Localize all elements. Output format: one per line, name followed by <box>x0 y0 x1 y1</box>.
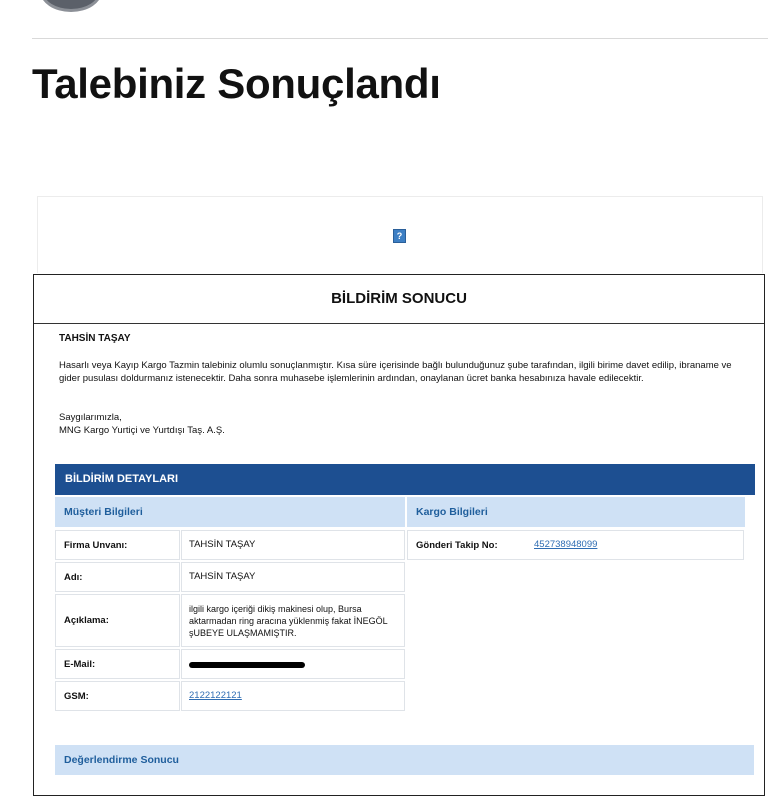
top-divider <box>32 38 768 39</box>
tracking-number-link[interactable]: 452738948099 <box>534 539 598 550</box>
cargo-section-head: Kargo Bilgileri <box>407 497 745 527</box>
email-card <box>33 274 765 796</box>
row-value-gsm <box>181 681 405 711</box>
company-name: MNG Kargo Yurtiçi ve Yurtdışı Taş. A.Ş. <box>59 425 225 436</box>
image-frame <box>37 196 763 273</box>
page-title: Talebiniz Sonuçlandı <box>32 60 441 107</box>
row-label-company: Firma Unvanı: <box>55 530 180 560</box>
row-label-tracking: Gönderi Takip No: <box>407 530 527 560</box>
row-label-gsm: GSM: <box>55 681 180 711</box>
customer-section-head: Müşteri Bilgileri <box>55 497 405 527</box>
message-body: Hasarlı veya Kayıp Kargo Tazmin talebiniz olumlu sonuçlanmıştır. Kısa süre içerisinde bağlı bulunduğunuz şube tarafından, ilgili birime davet edilip, ibraname ve gider pusulası doldurmanız istenecektir. Daha sonra muhasebe işlemlerinin ardından, onaylanan ücret banka hesabınıza havale edilecektir. <box>59 360 732 384</box>
evaluation-section-head: Değerlendirme Sonucu <box>55 745 754 775</box>
gsm-link[interactable]: 2122122121 <box>189 690 242 701</box>
row-label-name: Adı: <box>55 562 180 592</box>
logo-icon <box>40 0 102 12</box>
recipient-name: TAHSİN TAŞAY <box>59 333 131 344</box>
row-value-description: ilgili kargo içeriği dikiş makinesi olup, Bursa aktarmadan ring aracına yüklenmiş fakat İNEGÖL şUBEYE ULAŞMAMIŞTIR. <box>181 594 405 647</box>
row-value-email <box>181 649 405 679</box>
row-value-company: TAHSİN TAŞAY <box>181 530 405 560</box>
top-strip <box>0 0 768 38</box>
row-value-tracking <box>527 530 744 560</box>
heading-divider <box>34 323 764 324</box>
signature-block <box>59 411 225 437</box>
row-value-name: TAHSİN TAŞAY <box>181 562 405 592</box>
broken-image-icon: ? <box>393 229 406 243</box>
notification-heading: BİLDİRİM SONUCU <box>331 290 467 307</box>
row-label-description: Açıklama: <box>55 594 180 647</box>
row-label-email: E-Mail: <box>55 649 180 679</box>
details-header: BİLDİRİM DETAYLARI <box>55 464 755 495</box>
email-redaction <box>189 662 305 668</box>
closing-text: Saygılarımızla, <box>59 412 122 423</box>
